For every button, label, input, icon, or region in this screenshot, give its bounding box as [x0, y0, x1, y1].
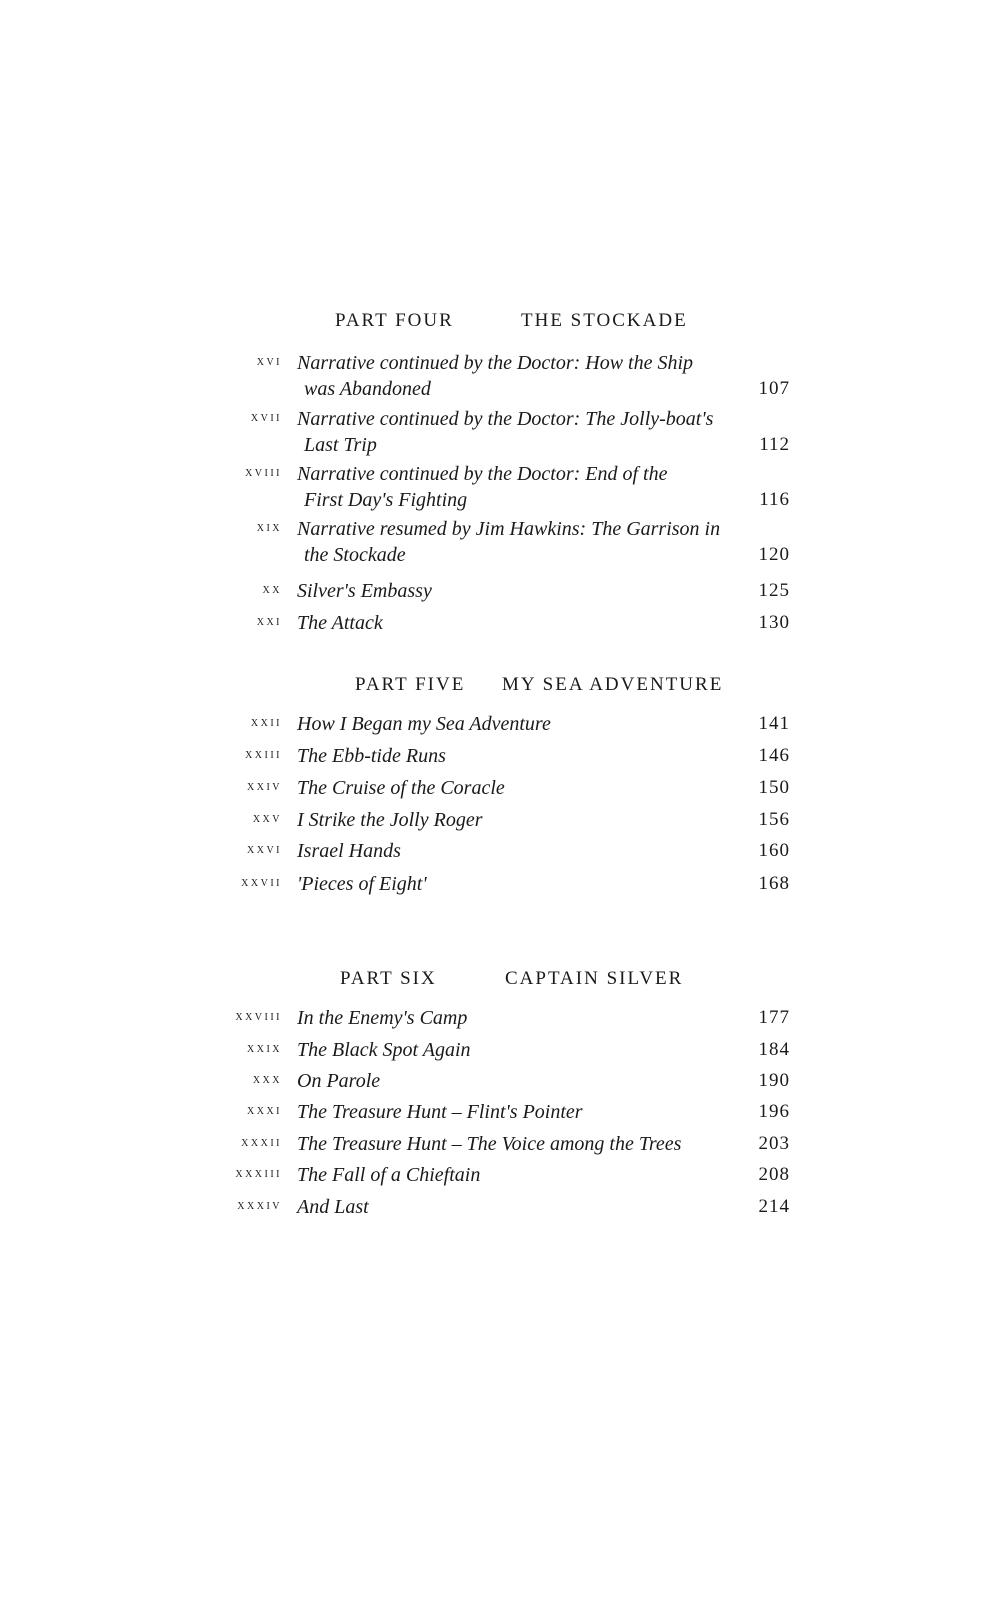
part-title: CAPTAIN SILVER [505, 968, 684, 989]
part-number: PART SIX [340, 968, 437, 989]
chapter-title: On Parole [297, 1070, 381, 1092]
page-number: 184 [758, 1039, 790, 1060]
chapter-title: The Treasure Hunt – The Voice among the Trees [297, 1133, 682, 1155]
chapter-title-line-2: First Day's Fighting [304, 489, 468, 511]
chapter-number: xxxii [241, 1135, 282, 1150]
chapter-title-line-1: Narrative continued by the Doctor: How the Ship [297, 352, 694, 374]
chapter-title-line-1: Narrative resumed by Jim Hawkins: The Garrison in [297, 518, 721, 540]
chapter-number: xxvii [241, 875, 282, 890]
chapter-number: xxxi [247, 1103, 282, 1118]
chapter-title: Israel Hands [297, 840, 401, 862]
chapter-title [297, 350, 693, 402]
page-number: 168 [758, 873, 790, 894]
chapter-title: The Treasure Hunt – Flint's Pointer [297, 1101, 583, 1123]
chapter-number: xx [262, 582, 282, 597]
chapter-number: xxv [252, 811, 282, 826]
page-number: 203 [758, 1133, 790, 1154]
page-number: 141 [758, 713, 790, 734]
chapter-number: xviii [245, 465, 282, 480]
chapter-title: In the Enemy's Camp [297, 1007, 468, 1029]
chapter-number: xxii [250, 715, 282, 730]
chapter-number: xxvi [247, 842, 282, 857]
page-number: 208 [758, 1164, 790, 1185]
page-number: 116 [759, 489, 790, 510]
chapter-title: The Ebb-tide Runs [297, 745, 446, 767]
chapter-title: I Strike the Jolly Roger [297, 809, 483, 831]
chapter-title-line-1: Narrative continued by the Doctor: The Jolly-boat's [297, 408, 714, 430]
chapter-number: xxi [256, 614, 282, 629]
part-title: THE STOCKADE [521, 310, 688, 331]
chapter-title-line-2: the Stockade [304, 544, 406, 566]
page-number: 112 [759, 434, 790, 455]
chapter-number: xvi [256, 354, 282, 369]
chapter-title: And Last [297, 1196, 369, 1218]
chapter-title-line-1: Narrative continued by the Doctor: End of the [297, 463, 668, 485]
chapter-title-line-2: was Abandoned [304, 378, 431, 400]
chapter-title: The Cruise of the Coracle [297, 777, 505, 799]
part-number: PART FIVE [355, 674, 466, 695]
page-number: 190 [758, 1070, 790, 1091]
page-number: 214 [758, 1196, 790, 1217]
chapter-title-line-2: Last Trip [304, 434, 377, 456]
chapter-number: xxx [252, 1072, 282, 1087]
page-number: 177 [758, 1007, 790, 1028]
chapter-title: The Black Spot Again [297, 1039, 471, 1061]
part-number: PART FOUR [335, 310, 454, 331]
chapter-title [297, 516, 720, 568]
chapter-number: xxiii [245, 747, 282, 762]
chapter-title: The Attack [297, 612, 383, 634]
chapter-title: 'Pieces of Eight' [297, 873, 427, 895]
page-number: 196 [758, 1101, 790, 1122]
chapter-number: xvii [250, 410, 282, 425]
part-title: MY SEA ADVENTURE [502, 674, 724, 695]
page-number: 150 [758, 777, 790, 798]
chapter-title: The Fall of a Chieftain [297, 1164, 481, 1186]
chapter-number: xix [256, 520, 282, 535]
chapter-title: Silver's Embassy [297, 580, 432, 602]
page-number: 130 [758, 612, 790, 633]
page-number: 120 [758, 544, 790, 565]
chapter-number: xxix [247, 1041, 282, 1056]
chapter-title [297, 461, 667, 513]
page-number: 125 [758, 580, 790, 601]
chapter-title [297, 406, 713, 458]
page-number: 160 [758, 840, 790, 861]
chapter-number: xxxiii [235, 1166, 282, 1181]
chapter-number: xxiv [247, 779, 282, 794]
chapter-title: How I Began my Sea Adventure [297, 713, 551, 735]
chapter-number: xxviii [235, 1009, 282, 1024]
page-number: 107 [758, 378, 790, 399]
page-number: 146 [758, 745, 790, 766]
chapter-number: xxxiv [237, 1198, 282, 1213]
page-number: 156 [758, 809, 790, 830]
